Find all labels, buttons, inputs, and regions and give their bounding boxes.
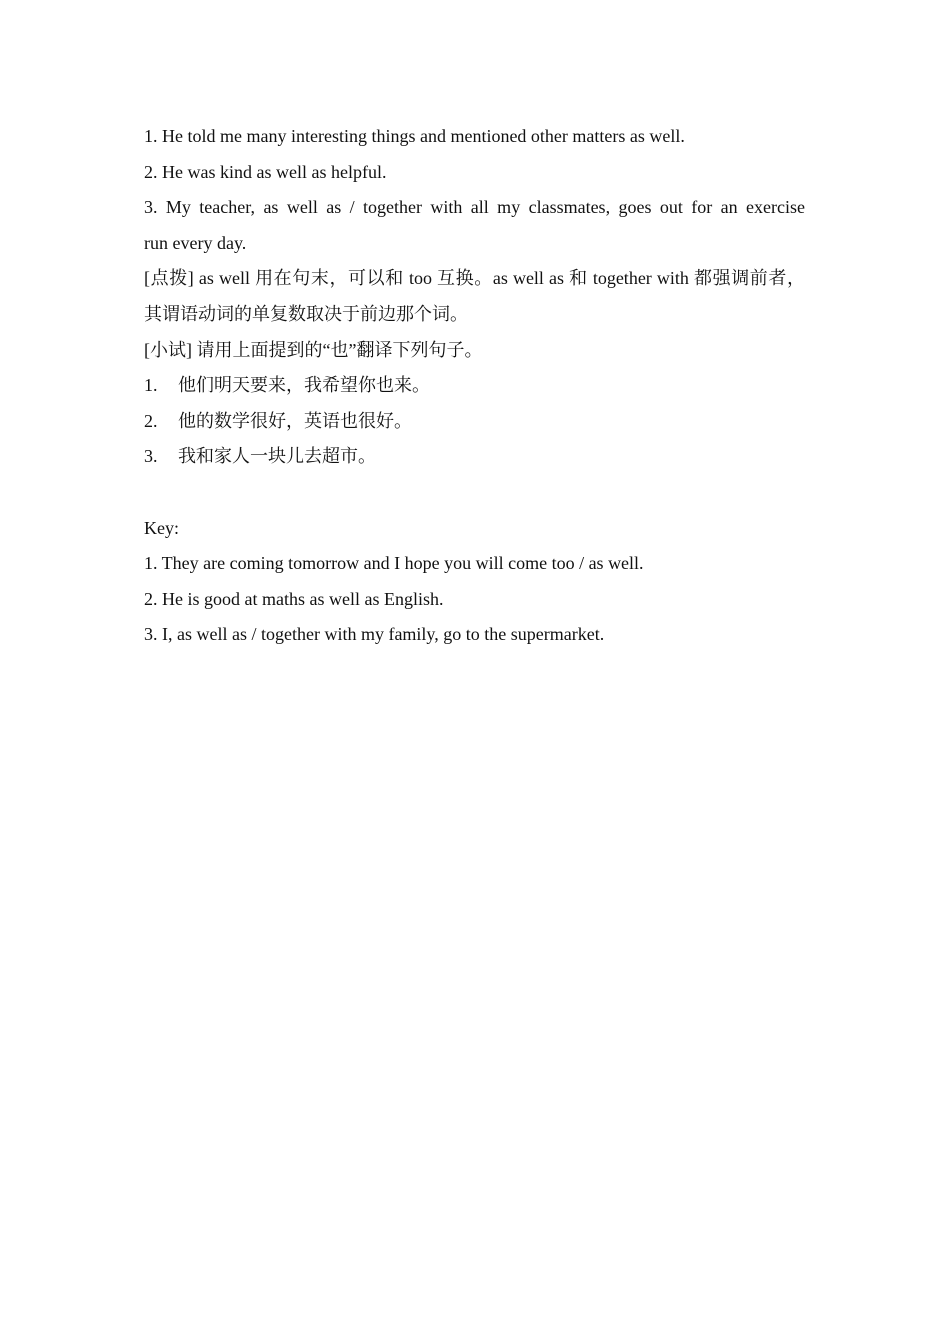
example-sentence-2: 2. He was kind as well as helpful. xyxy=(144,161,387,182)
exercise-item-2 xyxy=(144,404,805,440)
key-answer-3: 3. I, as well as / together with my family, go to the supermarket. xyxy=(144,624,605,645)
key-answer-1: 1. They are coming tomorrow and I hope you will come too / as well. xyxy=(144,553,644,574)
example-sentence-1: 1. He told me many interesting things and mentioned other matters as well. xyxy=(144,126,685,146)
blank-line xyxy=(144,475,805,511)
exercise-item-text: 他的数学很好，英语也很好。 xyxy=(178,410,412,431)
exercise-item-text: 我和家人一块儿去超市。 xyxy=(178,446,376,467)
key-heading: Key: xyxy=(144,517,179,538)
exercise-item-text: 他们明天要来，我希望你也来。 xyxy=(178,375,430,396)
exercise-item-number: 1. xyxy=(144,375,158,396)
tip-line-2: 其谓语动词的单复数取决于前边那个词。 xyxy=(144,303,468,324)
exercise-item-3 xyxy=(144,439,805,475)
document-body xyxy=(144,119,805,653)
exercise-heading: [小试] 请用上面提到的“也”翻译下列句子。 xyxy=(144,339,483,360)
key-answer-2: 2. He is good at maths as well as English. xyxy=(144,588,444,609)
exercise-item-1 xyxy=(144,368,805,404)
tip-line-1: [点拨] as well 用在句末，可以和 too 互换。as well as 和 together with 都强调前者， xyxy=(144,268,805,289)
example-sentence-3: 3. My teacher, as well as / together with all my classmates, goes out for an exercise xyxy=(144,197,805,218)
exercise-item-number: 3. xyxy=(144,446,158,467)
example-sentence-3-continued: run every day. xyxy=(144,232,247,253)
exercise-item-number: 2. xyxy=(144,410,158,431)
